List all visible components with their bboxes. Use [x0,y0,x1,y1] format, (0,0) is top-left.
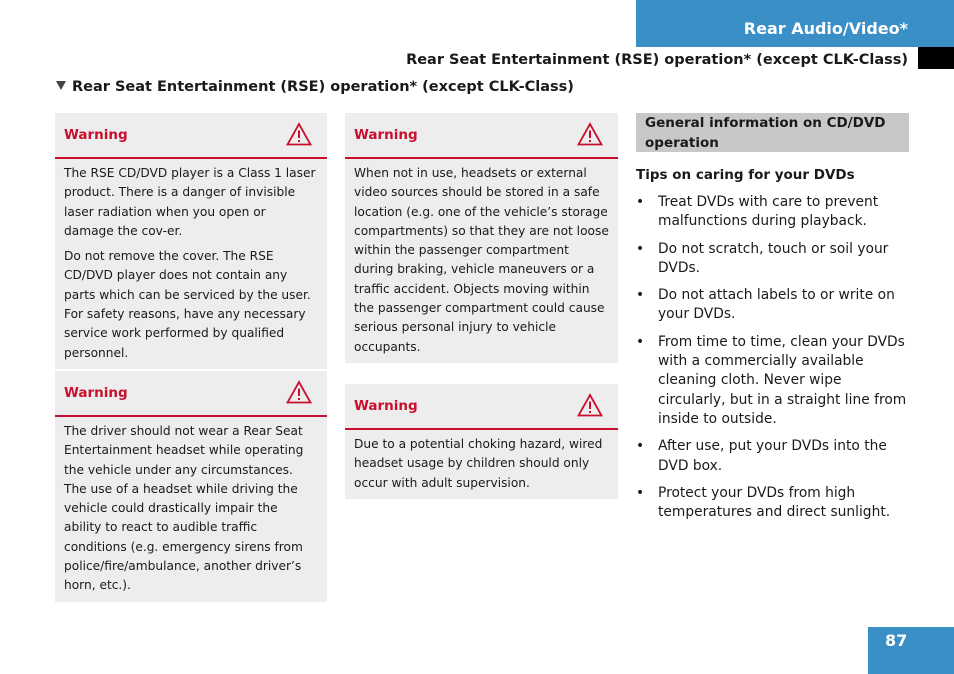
list-item [636,437,912,476]
running-head: Rear Seat Entertainment (RSE) operation* (except CLK-Class) [406,52,908,68]
section-title [56,79,574,95]
warning-triangle-icon [286,380,312,404]
section-marker [918,47,954,69]
warning-box-storage [345,113,618,363]
warning-title: Warning [64,127,128,143]
warning-body [55,159,327,369]
warning-paragraph: The driver should not wear a Rear Seat Entertainment headset while operating the vehicle under any circumstances. The use of a headset while driving the vehicle could drastically impair the ability to react to audible traffic conditions (e.g. emergency sirens from police/fire/ambulance, another driver’s horn, etc.). [64,424,304,593]
warning-body [345,159,618,363]
bullet: • [636,194,645,210]
list-item-text: Protect your DVDs from high temperatures and direct sunlight. [658,484,891,521]
list-item-text: After use, put your DVDs into the DVD box. [658,438,887,474]
bullet: • [636,438,645,455]
bullet: • [636,333,645,350]
page-number-tab [868,627,954,674]
list-item-text: From time to time, clean your DVDs with a commercially available cleaning cloth. Never wipe circularly, but in a straight line from inside to outside. [658,333,907,427]
warning-body [55,417,327,602]
info-heading-box [636,113,909,152]
section-title-text: Rear Seat Entertainment (RSE) operation* (except CLK-Class) [72,79,574,95]
warning-header [55,371,327,417]
warning-header [345,384,618,430]
info-heading: General information on CD/DVD operation [645,115,886,151]
triangle-bullet-icon [56,81,66,90]
warning-box-choking [345,384,618,499]
warning-triangle-icon [286,122,312,146]
list-item [636,286,912,325]
tips-list [636,193,912,530]
list-item-text: Do not attach labels to or write on your DVDs. [658,287,895,323]
bullet: • [636,287,645,304]
warning-box-driver-headset [55,371,327,602]
tips-title: Tips on caring for your DVDs [636,167,855,183]
page-number: 87 [885,631,908,650]
warning-body [345,430,618,499]
warning-paragraph: Due to a potential choking hazard, wired headset usage by children should only occur with adult supervision. [354,437,603,490]
chapter-tab [636,0,954,47]
list-item [636,193,912,232]
warning-title: Warning [64,385,128,401]
list-item [636,333,912,429]
bullet: • [636,484,645,501]
warning-header [55,113,327,159]
list-item [636,240,912,279]
list-item-text: Treat DVDs with care to prevent malfunctions during playback. [658,194,879,230]
warning-triangle-icon [577,393,603,417]
bullet: • [636,240,645,257]
warning-box-laser [55,113,327,369]
warning-title: Warning [354,127,418,143]
warning-title: Warning [354,398,418,414]
chapter-title: Rear Audio/Video* [743,19,908,38]
warning-header [345,113,618,159]
warning-paragraph: When not in use, headsets or external video sources should be stored in a safe location (e.g. one of the vehicle’s storage compartments) so that they are not loose within the passenger compartment during braking, vehicle maneuvers or a traffic accident. Objects moving within the passenger compartment could cause serious personal injury to vehicle occupants. [354,166,609,354]
list-item-text: Do not scratch, touch or soil your DVDs. [658,240,889,276]
warning-paragraph: Do not remove the cover. The RSE CD/DVD player does not contain any parts which can be serviced by the user. For safety reasons, have any necessary service work performed by qualified personnel. [64,249,311,360]
warning-paragraph: The RSE CD/DVD player is a Class 1 laser product. There is a danger of invisible laser radiation when you open or damage the cov-er. [64,166,316,238]
warning-triangle-icon [577,122,603,146]
list-item [636,484,912,523]
